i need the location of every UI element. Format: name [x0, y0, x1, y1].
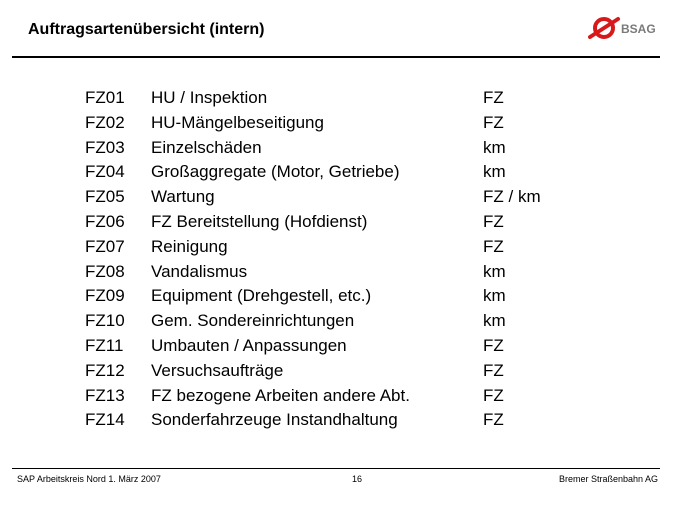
order-type-description: FZ bezogene Arbeiten andere Abt. — [151, 385, 410, 405]
footer-event: SAP Arbeitskreis Nord 1. März 2007 — [17, 474, 161, 484]
order-type-description: Versuchsaufträge — [151, 360, 284, 380]
list-item — [0, 309, 675, 334]
order-type-description: Sonderfahrzeuge Instandhaltung — [151, 410, 398, 430]
list-item — [0, 111, 675, 136]
order-type-unit: km — [483, 137, 506, 157]
order-type-description: Umbauten / Anpassungen — [151, 336, 347, 355]
order-type-unit: FZ / km — [483, 187, 541, 207]
page-number: 16 — [352, 474, 363, 484]
order-type-description: FZ Bereitstellung (Hofdienst) — [151, 212, 368, 231]
footer-company: Bremer Straßenbahn AG — [558, 474, 658, 484]
order-type-unit: FZ — [483, 112, 504, 132]
logo-text: BSAG — [621, 22, 656, 36]
list-item — [0, 210, 675, 235]
order-type-unit: FZ — [483, 336, 504, 355]
header-divider — [12, 56, 660, 58]
order-type-code: FZ05 — [85, 187, 125, 207]
order-type-unit: FZ — [483, 410, 504, 430]
order-type-code: FZ10 — [85, 311, 125, 331]
order-type-code: FZ08 — [85, 261, 125, 281]
list-item — [0, 408, 675, 433]
order-type-unit: FZ — [483, 385, 504, 405]
order-type-description: HU-Mängelbeseitigung — [151, 112, 324, 132]
bsag-logo — [588, 14, 658, 42]
order-type-code: FZ04 — [85, 162, 125, 182]
list-item — [0, 359, 675, 384]
order-type-code: FZ02 — [85, 112, 125, 132]
order-type-unit: FZ — [483, 88, 504, 107]
bsag-logo-icon — [588, 14, 658, 42]
order-type-code: FZ06 — [85, 212, 125, 231]
list-item — [0, 334, 675, 359]
list-item — [0, 160, 675, 185]
order-type-code: FZ14 — [85, 410, 125, 430]
order-type-description: Vandalismus — [151, 261, 248, 281]
order-type-description: Großaggregate (Motor, Getriebe) — [151, 162, 400, 182]
order-type-unit: km — [483, 162, 506, 182]
order-type-description: Gem. Sondereinrichtungen — [151, 311, 355, 331]
order-type-code: FZ11 — [85, 336, 124, 355]
order-type-description: Wartung — [151, 187, 215, 207]
list-item — [0, 284, 675, 309]
order-type-code: FZ12 — [85, 360, 125, 380]
order-type-unit: km — [483, 286, 506, 306]
list-item — [0, 384, 675, 409]
order-type-unit: km — [483, 261, 506, 281]
list-item — [0, 136, 675, 161]
order-type-description: HU / Inspektion — [151, 88, 268, 107]
order-type-code: FZ09 — [85, 286, 125, 306]
order-type-code: FZ13 — [85, 385, 125, 405]
list-item — [0, 260, 675, 285]
order-type-unit: FZ — [483, 236, 504, 256]
order-type-description: Einzelschäden — [151, 137, 262, 157]
order-type-description: Equipment (Drehgestell, etc.) — [151, 286, 372, 306]
order-type-code: FZ07 — [85, 236, 125, 256]
list-item — [0, 86, 675, 111]
order-type-unit: km — [483, 311, 506, 331]
order-type-description: Reinigung — [151, 236, 228, 256]
order-type-code: FZ03 — [85, 137, 125, 157]
order-type-code: FZ01 — [85, 88, 125, 107]
order-type-unit: FZ — [483, 212, 504, 231]
order-type-unit: FZ — [483, 360, 504, 380]
list-item — [0, 235, 675, 260]
footer-divider — [12, 468, 660, 469]
list-item — [0, 185, 675, 210]
page-title: Auftragsartenübersicht (intern) — [28, 21, 265, 38]
